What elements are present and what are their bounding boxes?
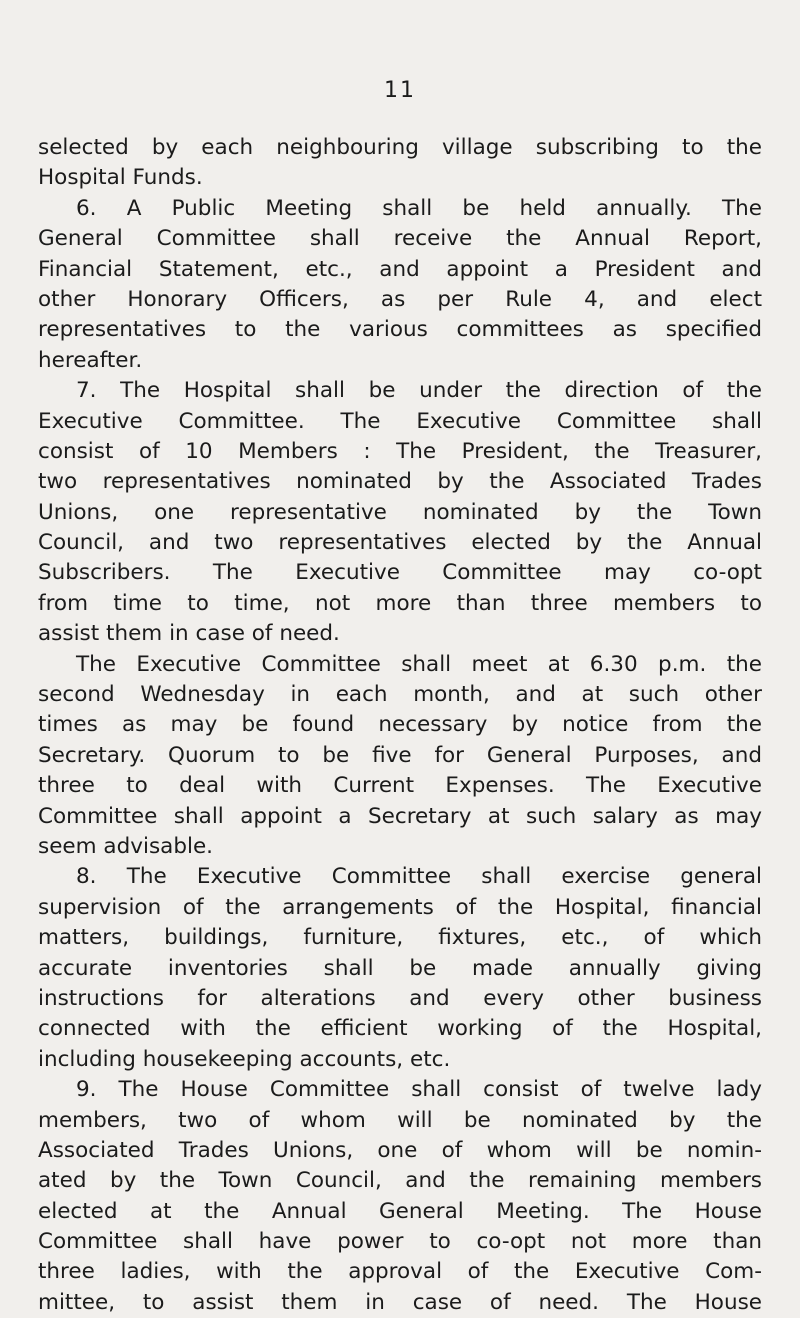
text-line: Council, and two representatives elected by the Annual	[38, 530, 762, 556]
text-line: matters, buildings, furniture, fixtures, etc., of which	[38, 925, 762, 951]
text-line: General Committee shall receive the Annual Report,	[38, 226, 762, 252]
paragraph-rule-9	[38, 1075, 762, 1318]
paragraph-rule-6	[38, 194, 762, 376]
text-line: Subscribers. The Executive Committee may co-opt	[38, 560, 762, 586]
paragraph-rule-8	[38, 862, 762, 1075]
text-line: other Honorary Officers, as per Rule 4, and elect	[38, 286, 762, 312]
text-line: instructions for alterations and every other business	[38, 985, 762, 1011]
text-line: including housekeeping accounts, etc.	[38, 1046, 451, 1072]
text-line: Associated Trades Unions, one of whom will be nomin-	[38, 1137, 762, 1163]
text-line: Hospital Funds.	[38, 165, 203, 191]
text-line: Committee shall appoint a Secretary at such salary as may	[38, 803, 762, 829]
text-line: selected by each neighbouring village subscribing to the	[38, 135, 762, 160]
text-line: Secretary. Quorum to be five for General Purposes, and	[38, 742, 762, 768]
text-line: three ladies, with the approval of the Executive Com-	[38, 1259, 762, 1285]
text-line: second Wednesday in each month, and at such other	[38, 682, 762, 708]
text-line: consist of 10 Members : The President, the Treasurer,	[38, 438, 762, 464]
paragraph-rule-7	[38, 376, 762, 650]
paragraph-continuation	[38, 133, 762, 194]
text-line: three to deal with Current Expenses. The Executive	[38, 773, 762, 799]
text-line: 7. The Hospital shall be under the direction of the	[76, 378, 762, 404]
text-line: Executive Committee. The Executive Committee shall	[38, 408, 762, 434]
page-number: 11	[384, 78, 416, 103]
text-line: elected at the Annual General Meeting. The House	[38, 1198, 762, 1224]
text-line: from time to time, not more than three members to	[38, 590, 762, 616]
body-text	[38, 133, 762, 1318]
paragraph-rule-7-meetings	[38, 650, 762, 863]
text-line: seem advisable.	[38, 833, 214, 859]
text-line: supervision of the arrangements of the Hospital, financial	[38, 894, 762, 920]
text-line: connected with the efficient working of the Hospital,	[38, 1016, 762, 1042]
text-line: Unions, one representative nominated by the Town	[38, 499, 762, 525]
text-line: representatives to the various committees as specified	[38, 317, 762, 343]
text-line: assist them in case of need.	[38, 621, 340, 647]
text-line: hereafter.	[38, 347, 143, 373]
text-line: mittee, to assist them in case of need. The House	[38, 1289, 762, 1315]
text-line: 9. The House Committee shall consist of twelve lady	[76, 1077, 762, 1103]
text-line: members, two of whom will be nominated by the	[38, 1107, 762, 1133]
text-line: two representatives nominated by the Associated Trades	[38, 469, 762, 495]
text-line: times as may be found necessary by notice from the	[38, 712, 762, 738]
text-line: Financial Statement, etc., and appoint a President and	[38, 256, 762, 282]
text-line: ated by the Town Council, and the remaining members	[38, 1168, 762, 1194]
text-line: 6. A Public Meeting shall be held annually. The	[76, 195, 762, 221]
text-line: The Executive Committee shall meet at 6.30 p.m. the	[76, 651, 762, 677]
text-line: Committee shall have power to co-opt not more than	[38, 1229, 762, 1255]
text-line: 8. The Executive Committee shall exercise general	[76, 864, 762, 890]
text-line: accurate inventories shall be made annually giving	[38, 955, 762, 981]
